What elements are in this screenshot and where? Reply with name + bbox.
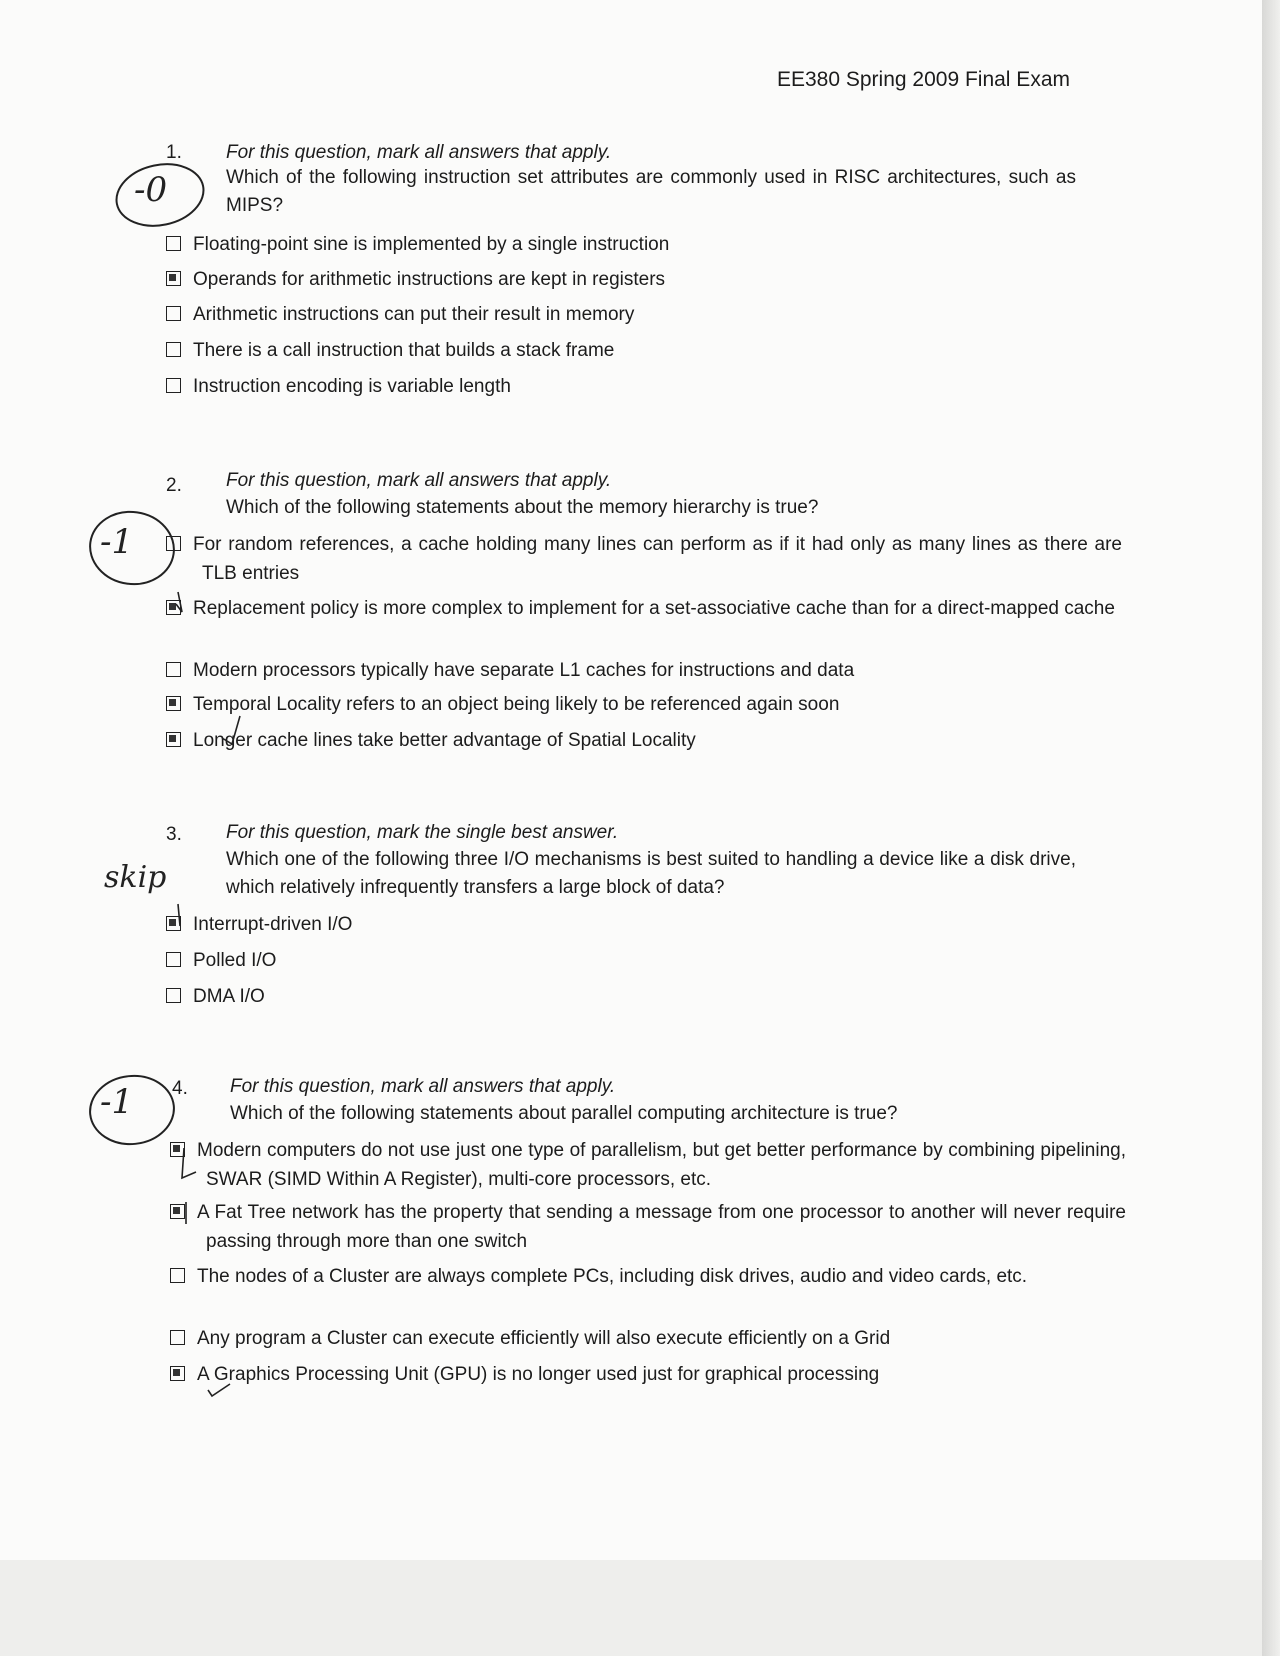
tick-icon — [176, 592, 182, 612]
tick-icon — [182, 1148, 196, 1178]
question-number: 3. — [166, 824, 182, 845]
grade-mark: -1 — [100, 522, 134, 562]
question-instruction: For this question, mark all answers that apply. — [230, 1076, 616, 1097]
option-label: Modern computers do not use just one type of parallelism, but get better performance by combining pipelining, SWAR (SIMD Within A Register), multi-core processors, etc. — [197, 1140, 1126, 1190]
question-number: 2. — [166, 475, 182, 496]
option-label: Polled I/O — [193, 950, 277, 971]
option-label: Floating-point sine is implemented by a single instruction — [193, 234, 670, 255]
question-text: Which of the following statements about the memory hierarchy is true? — [226, 497, 819, 518]
question-text: Which of the following instruction set attributes are commonly used in RISC architectures, such as MIPS? — [226, 167, 1076, 216]
option-label: Temporal Locality refers to an object being likely to be referenced again soon — [193, 694, 840, 715]
option-label: Interrupt-driven I/O — [193, 914, 353, 935]
scan-edge-bottom — [0, 1560, 1262, 1656]
option-label: Modern processors typically have separate L1 caches for instructions and data — [193, 660, 855, 681]
question-text: Which of the following statements about parallel computing architecture is true? — [230, 1103, 898, 1124]
question-instruction: For this question, mark the single best answer. — [226, 822, 619, 843]
question-number: 1. — [166, 142, 182, 163]
option-label: A Fat Tree network has the property that sending a message from one processor to another will never require passing through more than one switch — [197, 1202, 1126, 1252]
tick-icon — [222, 716, 240, 744]
question-text: Which one of the following three I/O mechanisms is best suited to handling a device like a disk drive, which relatively infrequently transfers a large block of data? — [226, 849, 1076, 898]
grade-mark: -0 — [134, 170, 168, 210]
exam-title: EE380 Spring 2009 Final Exam — [776, 68, 1070, 91]
option-label: A Graphics Processing Unit (GPU) is no longer used just for graphical processing — [197, 1364, 880, 1385]
scan-edge-right — [1262, 0, 1280, 1656]
question-number: 4. — [172, 1078, 188, 1099]
option-label: The nodes of a Cluster are always complete PCs, including disk drives, audio and video cards, etc. — [197, 1266, 1028, 1287]
option-label: Operands for arithmetic instructions are kept in registers — [193, 269, 666, 290]
option-label: Replacement policy is more complex to implement for a set-associative cache than for a direct-mapped cache — [193, 598, 1115, 619]
grade-circle-q1 — [111, 157, 210, 234]
question-instruction: For this question, mark all answers that apply. — [226, 142, 612, 163]
grade-circle-q2 — [85, 507, 178, 590]
tick-icon — [208, 1384, 230, 1396]
grade-mark: skip — [104, 860, 167, 895]
option-label: DMA I/O — [193, 986, 265, 1007]
option-label: For random references, a cache holding many lines can perform as if it had only as many lines as there are TLB entries — [193, 534, 1122, 584]
option-label: Any program a Cluster can execute efficiently will also execute efficiently on a Grid — [197, 1328, 891, 1349]
option-label: Arithmetic instructions can put their result in memory — [193, 304, 635, 325]
option-label: Instruction encoding is variable length — [193, 376, 511, 397]
tick-icon — [178, 904, 180, 926]
option-label: Longer cache lines take better advantage of Spatial Locality — [193, 730, 696, 751]
grade-circle-q4 — [87, 1072, 178, 1148]
grade-mark: -1 — [100, 1082, 134, 1122]
question-instruction: For this question, mark all answers that apply. — [226, 470, 612, 491]
option-label: There is a call instruction that builds a stack frame — [193, 340, 615, 361]
